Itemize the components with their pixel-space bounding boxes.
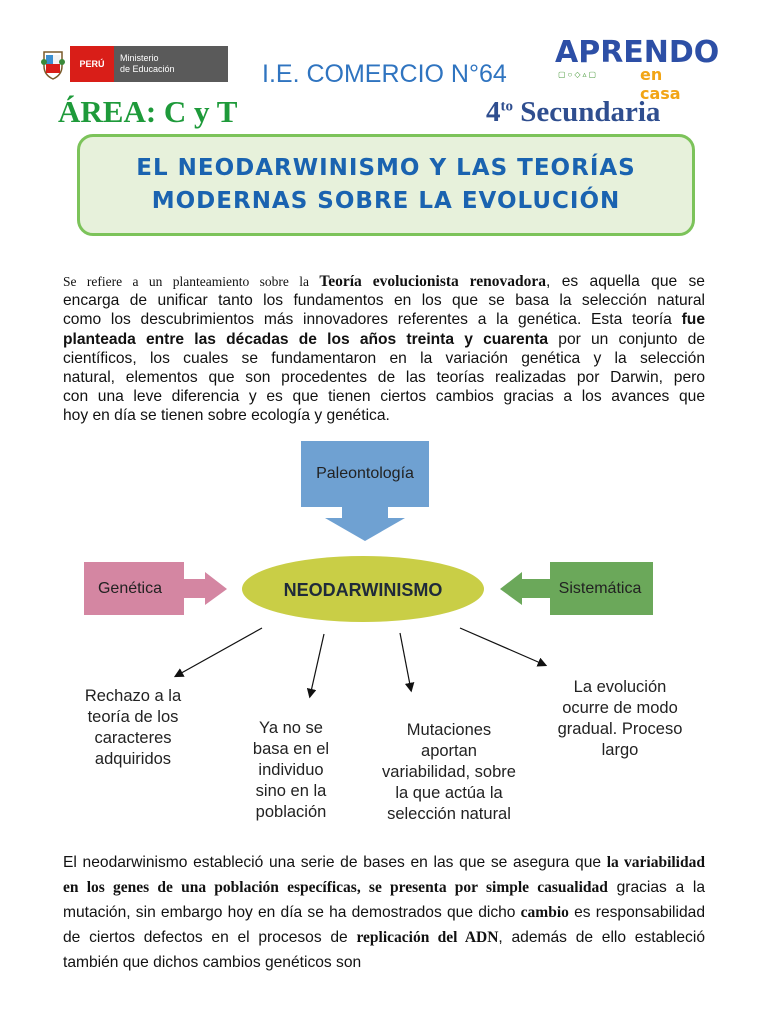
systematics-label: Sistemática <box>558 580 642 597</box>
intro-paragraph: Se refiere a un planteamiento sobre la Teoría evolucionista renovadora, es aquella que se encarga de unificar tanto los fundamentos en los que se basa la selección natural como los descubrimientos más innovadores referentes a la genética. Esta teoría fue planteada entre las décadas de los años treinta y cuarenta por un conjunto de científicos, los cuales se fundamentaron en la variación genética y la selección natural, elementos que son procedentes de las teorías realizadas por Darwin, pero con una leve diferencia y es que tienen ciertos cambios gracias a los avances que hoy en día se tienen sobre ecología y genética. <box>63 273 705 425</box>
left-arrow-icon <box>500 572 550 605</box>
right-arrow-icon <box>184 572 227 605</box>
coat-of-arms-icon <box>40 48 66 80</box>
aprendo-en-casa-logo <box>555 35 720 103</box>
closing-paragraph: El neodarwinismo estableció una serie de bases en las que se asegura que la variabilidad en los genes de una población específicas, se presenta por simple casualidad gracias a la mutación, sin embargo hoy en día se ha demostrados que dicho cambio es responsabilidad de ciertos defectos en el procesos de replicación del ADN, además de ello estableció también que dichos cambios genéticos son <box>63 854 705 971</box>
paleontology-label: Paleontología <box>316 465 414 482</box>
arrow-leaf-4 <box>460 628 545 665</box>
genetics-label: Genética <box>97 580 163 597</box>
down-arrow-icon <box>325 507 405 541</box>
brand-decoration-icon: ▢○◇▵▢ <box>558 70 599 79</box>
neodarwinism-label: NEODARWINISMO <box>283 580 443 600</box>
title-banner <box>77 134 695 236</box>
subject-area: ÁREA: C y T <box>58 94 238 129</box>
leaf-population: Ya no se basa en el individuo sino en la población <box>252 719 330 821</box>
arrow-leaf-3 <box>400 633 411 690</box>
brand-bottom: en casa <box>640 65 681 103</box>
school-name: I.E. COMERCIO N°64 <box>262 60 507 88</box>
leaf-gradual-evolution: La evolución ocurre de modo gradual. Proceso largo <box>557 678 683 759</box>
arrow-leaf-1 <box>176 628 262 676</box>
title-line-1: EL NEODARWINISMO Y LAS TEORÍAS <box>136 155 636 181</box>
ministry-label: Ministerio de Educación <box>114 46 228 82</box>
leaf-acquired-characters: Rechazo a la teoría de los caracteres adquiridos <box>84 687 182 768</box>
grade-level: $4^{to}$ Secundaria <box>486 96 661 128</box>
brand-top: APRENDO <box>555 35 720 70</box>
arrow-leaf-2 <box>310 634 324 696</box>
title-line-2: MODERNAS SOBRE LA EVOLUCIÓN <box>151 188 621 214</box>
country-label: PERÚ <box>70 46 114 82</box>
government-logo <box>40 46 228 82</box>
leaf-mutations: Mutaciones aportan variabilidad, sobre la que actúa la selección natural <box>382 721 516 823</box>
